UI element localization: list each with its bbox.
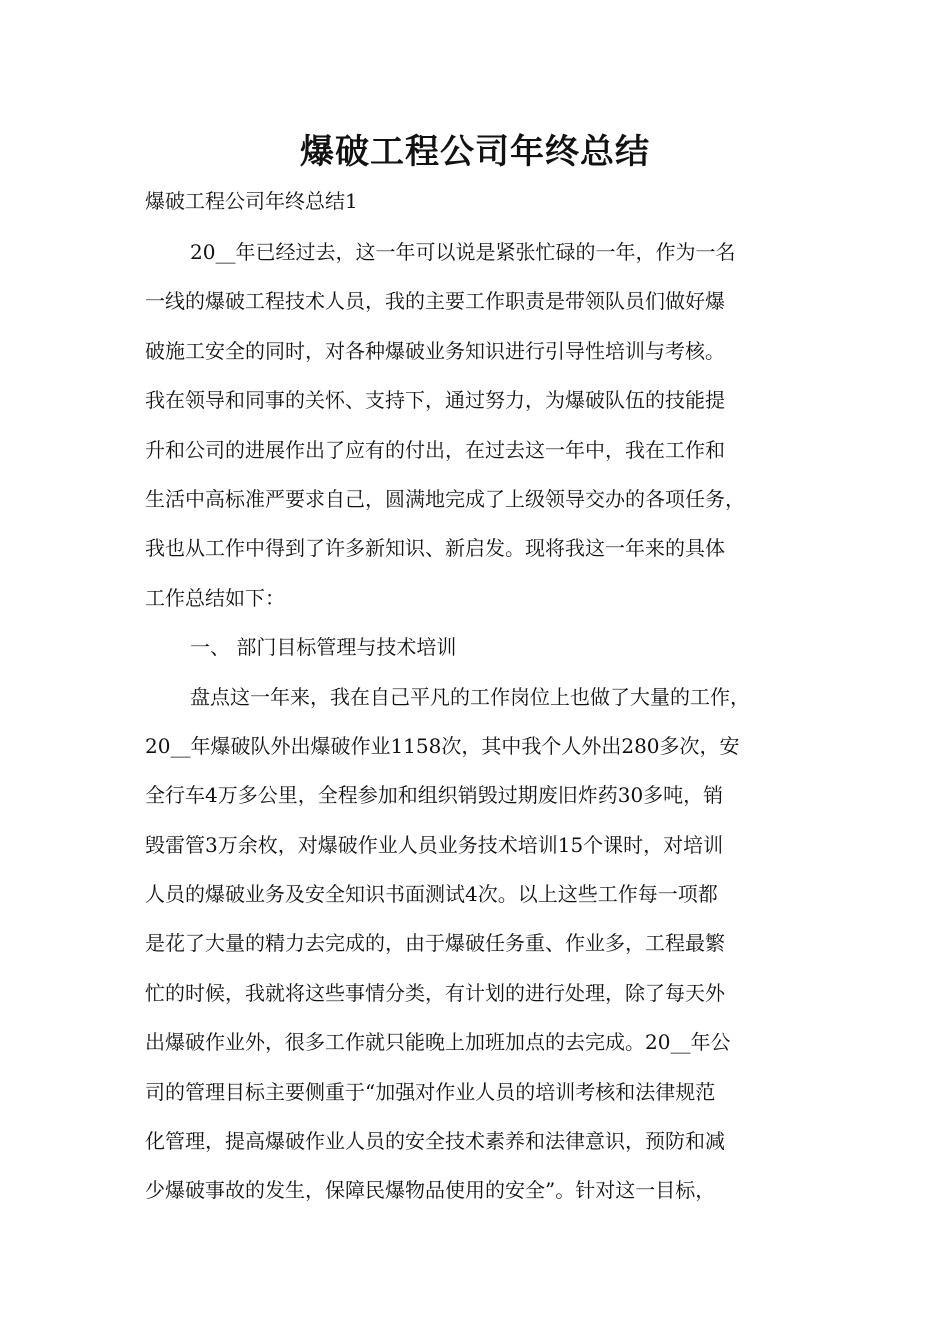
body-line: 是花了大量的精力去完成的，由于爆破任务重、作业多，工程最繁	[145, 931, 725, 956]
body-line: 盘点这一年来，我在自己平凡的工作岗位上也做了大量的工作，	[190, 684, 750, 709]
body-line: 全行车4万多公里，全程参加和组织销毁过期废旧炸药30多吨，销	[145, 783, 724, 808]
body-line: 生活中高标准严要求自己，圆满地完成了上级领导交办的各项任务，	[145, 486, 745, 511]
body-line: 破施工安全的同时，对各种爆破业务知识进行引导性培训与考核。	[145, 338, 725, 363]
document-title: 爆破工程公司年终总结	[300, 132, 650, 172]
body-line: 20__年爆破队外出爆破作业1158次，其中我个人外出280多次，安	[145, 733, 740, 758]
body-line: 人员的爆破业务及安全知识书面测试4次。以上这些工作每一项都	[145, 882, 718, 907]
body-line: 化管理，提高爆破作业人员的安全技术素养和法律意识，预防和减	[145, 1129, 725, 1154]
document-subtitle: 爆破工程公司年终总结1	[145, 189, 358, 213]
body-line: 出爆破作业外，很多工作就只能晚上加班加点的去完成。20__年公	[145, 1030, 731, 1055]
body-line: 忙的时候，我就将这些事情分类，有计划的进行处理，除了每天外	[145, 980, 725, 1005]
body-line: 毁雷管3万余枚，对爆破作业人员业务技术培训15个课时，对培训	[145, 832, 724, 857]
body-line: 司的管理目标主要侧重于“加强对作业人员的培训考核和法律规范	[145, 1079, 716, 1104]
section-heading: 一、 部门目标管理与技术培训	[190, 635, 457, 660]
body-line: 升和公司的进展作出了应有的付出，在过去这一年中，我在工作和	[145, 437, 725, 462]
body-line: 我也从工作中得到了许多新知识、新启发。现将我这一年来的具体	[145, 536, 725, 561]
body-line: 一线的爆破工程技术人员，我的主要工作职责是带领队员们做好爆	[145, 289, 725, 314]
body-line: 工作总结如下：	[145, 585, 285, 610]
document-body	[145, 234, 835, 1222]
body-line: 20__年已经过去，这一年可以说是紧张忙碌的一年，作为一名	[190, 240, 736, 264]
body-line: 少爆破事故的发生，保障民爆物品使用的安全”。针对这一目标，	[145, 1178, 716, 1203]
body-line: 我在领导和同事的关怀、支持下，通过努力，为爆破队伍的技能提	[145, 388, 725, 413]
